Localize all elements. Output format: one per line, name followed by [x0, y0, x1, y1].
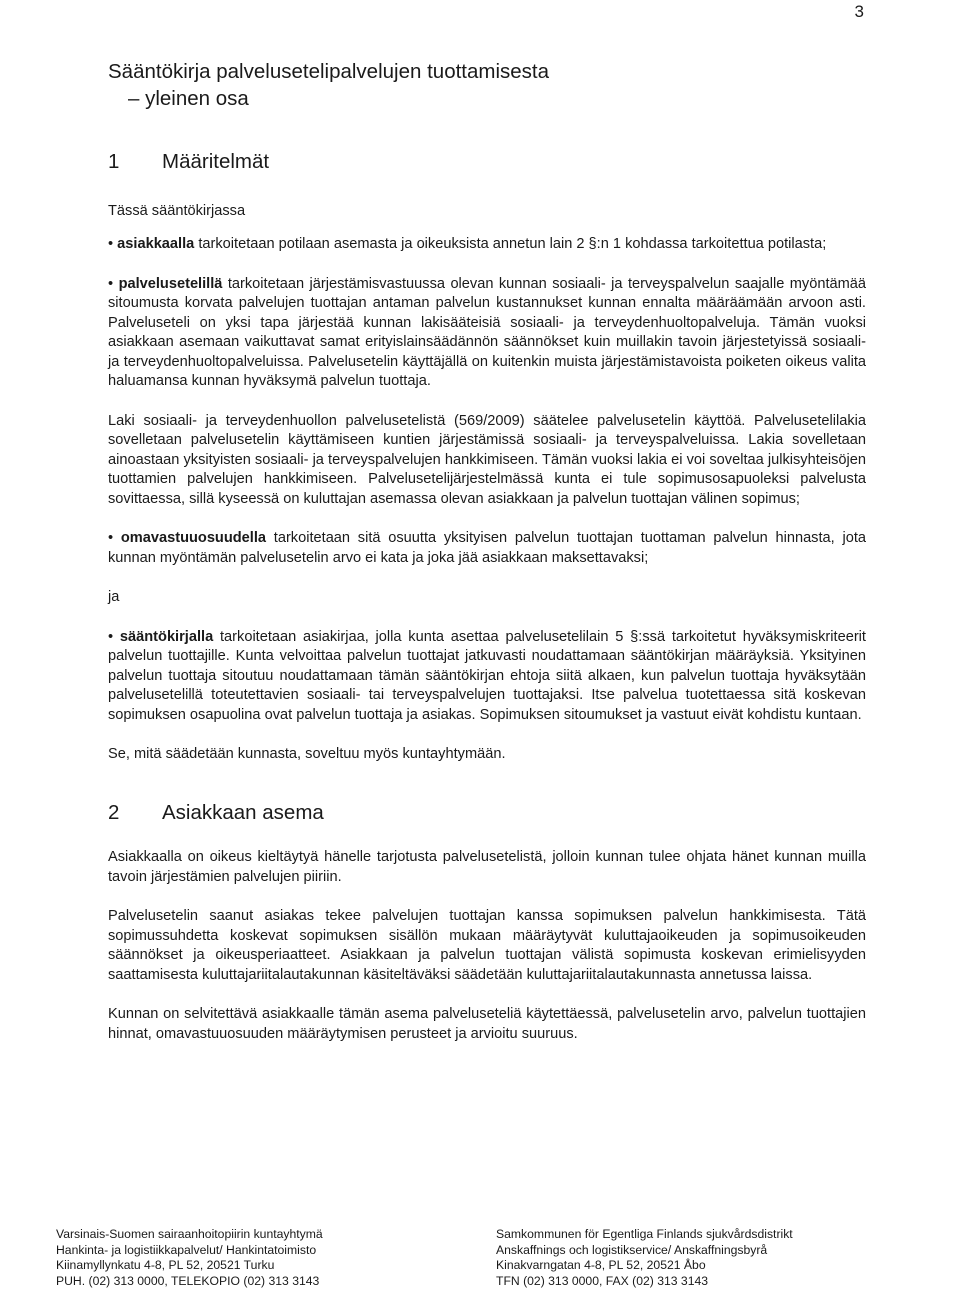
footer-left-line: Kiinamyllynkatu 4-8, PL 52, 20521 Turku — [56, 1258, 275, 1273]
title-line-1: Sääntökirja palvelusetelipalvelujen tuottamisesta — [108, 60, 550, 83]
definition-saantokirjalla: • sääntökirjalla tarkoitetaan asiakirjaa, jolla kunta asettaa palvelusetelilain 5 §:ssä tarkoitetut hyväksymiskriteerit palvelun tuottajille. Kunta velvoittaa palvelun tuottajat jatkuvasti noudattamaan sääntökirjan määräyksiä. Yksityinen palvelun tuottaja sitoutuu noudattamaan tämän sääntökirjan ehtoja siitä alkaen, kun palvelun tuottaja hyväksytään palvelusetelillä toteutettavien sosiaali- tai terveyspalvelujen tuottajaksi. Itse palvelua tuotettaessa sitä koskevan sopimuksen osapuolina ovat palvelun tuottaja ja asiakas. Sopimuksen sitoumukset ja vastuut eivät kohdistu kuntaan. — [108, 628, 866, 723]
section-2-paragraph-2: Palvelusetelin saanut asiakas tekee palvelujen tuottajan kanssa sopimuksen palvelun hankkimisesta. Tätä sopimussuhdetta koskevat sopimuksen sisällön mukaan määräytyvät kuluttajaoikeuden ja sopimusoikeuden säännökset ja oikeusperiaatteet. Asiakkaan ja palvelun tuottajan välistä sopimusta koskevan erimielisyyden saattamisesta kuluttajariitalautakunnan käsiteltäväksi säädetään kuluttajariitalautakunnasta annetussa laissa. — [108, 908, 866, 983]
document-title — [108, 58, 866, 112]
section-2-paragraph-1: Asiakkaalla on oikeus kieltäytyä hänelle tarjotusta palvelusetelistä, jolloin kunnan tulee ohjata hänet kunnan muilla tavoin järjestämien palvelujen piiriin. — [108, 849, 866, 885]
section-1-title: Määritelmät — [162, 150, 270, 173]
section-1-intro: Tässä sääntökirjassa — [108, 202, 246, 219]
footer-right-line: Samkommunen för Egentliga Finlands sjukvårdsdistrikt — [496, 1227, 793, 1241]
term-palvelusetelilla: palvelusetelillä — [118, 275, 223, 292]
section-2-paragraph-3: Kunnan on selvitettävä asiakkaalle tämän asema palveluseteliä käytettäessä, palvelusetelin arvo, palvelun tuottajien hinnat, omavastuuosuuden määräytymisen perusteet ja arvioitu suuruus. — [108, 1006, 866, 1042]
footer-left-line: PUH. (02) 313 0000, TELEKOPIO (02) 313 3143 — [56, 1273, 320, 1288]
section-1-closing: Se, mitä säädetään kunnasta, soveltuu myös kuntayhtymään. — [108, 746, 506, 762]
laki-paragraph: Laki sosiaali- ja terveydenhuollon palvelusetelistä (569/2009) säätelee palvelusetelin käyttöä. Palvelusetelilakia sovelletaan palvelusetelin käyttämiseen kuntien järjestämissä sosiaali- ja terveyspalveluissa. Lakia sovelletaan ainoastaan yksityisten sosiaali- ja terveyspalvelujen hankkimiseen. Tämän vuoksi lakia ei voi soveltaa julkisyhteisöjen tuottamien palvelujen hankkimiseen. Palvelusetelijärjestelmässä kunta ei tule sopimusosapuoleksi palvelusta sovittaessa, sillä kyseessä on kuluttajan asemassa olevan asiakkaan ja palvelun tuottajan välinen sopimus; — [108, 412, 866, 507]
definition-asiakkaalla-text: tarkoitetaan potilaan asemasta ja oikeuksista annetun lain 2 §:n 1 kohdassa tarkoitettua potilasta; — [194, 236, 827, 252]
section-2-heading — [108, 800, 866, 824]
section-2-number: 2 — [108, 800, 120, 824]
document-body — [108, 58, 866, 1044]
definition-saantokirjalla-text: tarkoitetaan asiakirjaa, jolla kunta asettaa palvelusetelilain 5 §:ssä tarkoitetut hyväksymiskriteerit palvelun tuottajille. Kunta velvoittaa palvelun tuottajat jatkuvasti noudattamaan sääntökirjan määräyksiä. Yksityinen palvelun tuottaja sitoutuu noudattamaan tämän sääntökirjan ehtoja siitä alkaen, kun palvelun tuottaja hyväksytään palvelusetelillä toteutettavien sosiaali- tai terveyspalvelujen tuottajaksi. Itse palvelua tuotettaessa sitä koskevan sopimuksen osapuolina ovat palvelun tuottaja ja asiakas. Sopimuksen sitoumukset ja vastuut eivät kohdistu kuntaan. — [108, 628, 866, 723]
section-2-title: Asiakkaan asema — [162, 800, 324, 824]
conjunction-ja: ja — [108, 589, 120, 605]
section-1-heading — [108, 152, 866, 172]
definition-asiakkaalla: • asiakkaalla tarkoitetaan potilaan asemasta ja oikeuksista annetun lain 2 §:n 1 kohdassa tarkoitettua potilasta; — [108, 236, 827, 252]
term-omavastuuosuudella: omavastuuosuudella — [120, 530, 267, 546]
footer-swedish-address — [496, 1227, 793, 1289]
footer-right-line: Anskaffnings och logistikservice/ Anskaffningsbyrå — [496, 1242, 768, 1257]
footer-finnish-address — [56, 1227, 323, 1289]
section-1-number: 1 — [108, 150, 120, 173]
footer-right-line: Kinakvarngatan 4-8, PL 52, 20521 Åbo — [496, 1258, 706, 1273]
footer-right-line: TFN (02) 313 0000, FAX (02) 313 3143 — [496, 1273, 709, 1288]
term-asiakkaalla: asiakkaalla — [117, 236, 195, 252]
footer-left-line: Varsinais-Suomen sairaanhoitopiirin kuntayhtymä — [56, 1227, 323, 1241]
term-saantokirjalla: sääntökirjalla — [119, 628, 214, 645]
page-number: 3 — [854, 2, 864, 21]
footer-left-line: Hankinta- ja logistiikkapalvelut/ Hankintatoimisto — [56, 1242, 317, 1257]
definition-palvelusetelilla: • palvelusetelillä tarkoitetaan järjestämisvastuussa olevan kunnan sosiaali- ja terveyspalvelun saajalle myöntämää sitoumusta korvata palvelujen tuottajan antaman palvelun kustannukset kunnan ennalta määräämään arvoon asti. Palveluseteli on yksi tapa järjestää kunnan lakisääteisiä sosiaali- ja terveydenhuoltopalveluja. Tämän vuoksi asiakkaan asemaan vaikuttavat samat erityislainsäädännön säännökset kuin muillakin tavoin järjestetyissä sosiaali- ja terveydenhuoltopalveluissa. Palvelusetelin käyttäjällä on kuitenkin muista järjestämistavoista poiketen oikeus valita haluamansa kunnan hyväksymä palvelun tuottaja. — [108, 275, 867, 389]
definition-omavastuuosuudella-text: tarkoitetaan sitä osuutta yksityisen palvelun tuottajan tuottaman palvelun hinnasta, jota kunnan myöntämän palvelusetelin arvo ei kata ja joka jää asiakkaan maksettavaksi; — [108, 530, 866, 566]
title-line-2: – yleinen osa — [128, 87, 249, 110]
definition-palvelusetelilla-text: tarkoitetaan järjestämisvastuussa olevan kunnan sosiaali- ja terveyspalvelun saajalle myöntämää sitoumusta korvata palvelujen tuottajan antaman palvelun kustannukset kunnan ennalta määräämään arvoon asti. Palveluseteli on yksi tapa järjestää kunnan lakisääteisiä sosiaali- ja terveydenhuoltopalveluja. Tämän vuoksi asiakkaan asemaan vaikuttavat samat erityislainsäädännön säännökset kuin muillakin tavoin järjestetyissä sosiaali- ja terveydenhuoltopalveluissa. Palvelusetelin käyttäjällä on kuitenkin muista järjestämistavoista poiketen oikeus valita haluamansa kunnan hyväksymä palvelun tuottaja. — [108, 275, 867, 389]
definition-omavastuuosuudella: • omavastuuosuudella tarkoitetaan sitä osuutta yksityisen palvelun tuottajan tuottaman palvelun hinnasta, jota kunnan myöntämän palvelusetelin arvo ei kata ja joka jää asiakkaan maksettavaksi; — [108, 530, 866, 566]
